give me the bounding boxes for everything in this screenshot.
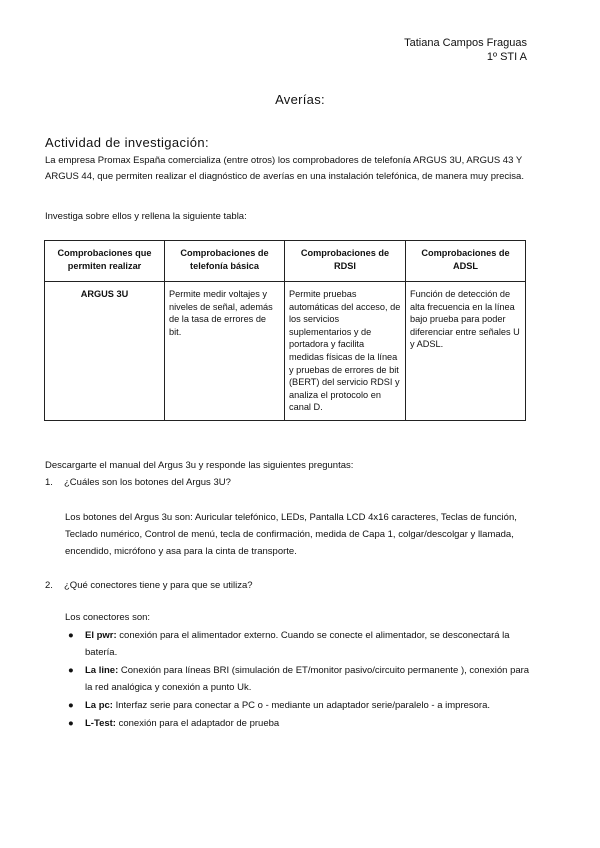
question-2	[45, 580, 253, 591]
question-text: ¿Qué conectores tiene y para que se utiliza?	[64, 580, 253, 591]
table-cell-adsl: Función de detección de alta frecuencia en la línea bajo prueba para poder diferenciar entre señales U y ADSL.	[406, 282, 526, 421]
table-header: Comprobaciones de RDSI	[285, 241, 406, 282]
list-item	[65, 662, 535, 696]
question-number: 1.	[45, 477, 53, 488]
table-header: Comprobaciones de ADSL	[406, 241, 526, 282]
bullet-icon: ●	[68, 700, 74, 711]
connector-name: L-Test:	[85, 718, 116, 729]
connector-name: La pc:	[85, 700, 113, 711]
table-cell-device: ARGUS 3U	[45, 282, 165, 421]
connector-desc: Interfaz serie para conectar a PC o - mediante un adaptador serie/paralelo - a impresora.	[112, 700, 491, 711]
list-item	[65, 697, 535, 714]
download-instruction: Descargarte el manual del Argus 3u y responde las siguientes preguntas:	[45, 460, 354, 471]
connector-name: La line:	[85, 665, 119, 676]
author-block	[404, 36, 527, 64]
intro-paragraph: La empresa Promax España comercializa (entre otros) los comprobadores de telefonía ARGUS 3U, ARGUS 43 Y ARGUS 44, que permiten realizar el diagnóstico de averías en una instalación telefónica, de manera muy precisa.	[45, 155, 524, 182]
table-cell-rdsi: Permite pruebas automáticas del acceso, de los servicios suplementarios y de portadora y facilita medidas físicas de la línea y pruebas de errores de bit (BERT) del servicio RDSI y analiza el protocolo en canal D.	[285, 282, 406, 421]
question-text: ¿Cuáles son los botones del Argus 3U?	[64, 477, 231, 488]
connector-list	[65, 627, 535, 733]
connector-name: El pwr:	[85, 630, 117, 641]
author-name: Tatiana Campos Fraguas	[404, 37, 527, 49]
question-1	[45, 477, 231, 488]
comparison-table	[44, 240, 526, 421]
table-header: Comprobaciones de telefonía básica	[165, 241, 285, 282]
table-cell-basica: Permite medir voltajes y niveles de señal, además de la tasa de errores de bit.	[165, 282, 285, 421]
table-header: Comprobaciones que permiten realizar	[45, 241, 165, 282]
author-class: 1º STI A	[486, 51, 527, 63]
answer-1: Los botones del Argus 3u son: Auricular telefónico, LEDs, Pantalla LCD 4x16 caracteres, Teclas de función, Teclado numérico, Control de menú, tecla de confirmación, medida de Capa 1, colgar/descolgar y llamada, encendido, micrófono y asa para la cinta de transporte.	[65, 512, 517, 557]
table-header-row	[45, 241, 526, 282]
connector-desc: Conexión para líneas BRI (simulación de ET/monitor pasivo/circuito permanente ), conexión para la red analógica y conexión a punto Uk.	[85, 665, 530, 693]
table-instruction: Investiga sobre ellos y rellena la siguiente tabla:	[45, 211, 247, 222]
list-item	[65, 627, 535, 661]
bullet-icon: ●	[68, 718, 74, 729]
question-number: 2.	[45, 580, 53, 591]
page-title: Averías:	[275, 92, 325, 107]
connector-desc: conexión para el alimentador externo. Cuando se conecte el alimentador, se desconectará la batería.	[85, 630, 510, 658]
list-item	[65, 715, 535, 732]
bullet-icon: ●	[68, 665, 74, 676]
bullet-icon: ●	[68, 630, 74, 641]
section-title: Actividad de investigación:	[45, 135, 210, 150]
table-row	[45, 282, 526, 421]
connector-desc: conexión para el adaptador de prueba	[115, 718, 280, 729]
answer-2-intro: Los conectores son:	[65, 612, 151, 623]
